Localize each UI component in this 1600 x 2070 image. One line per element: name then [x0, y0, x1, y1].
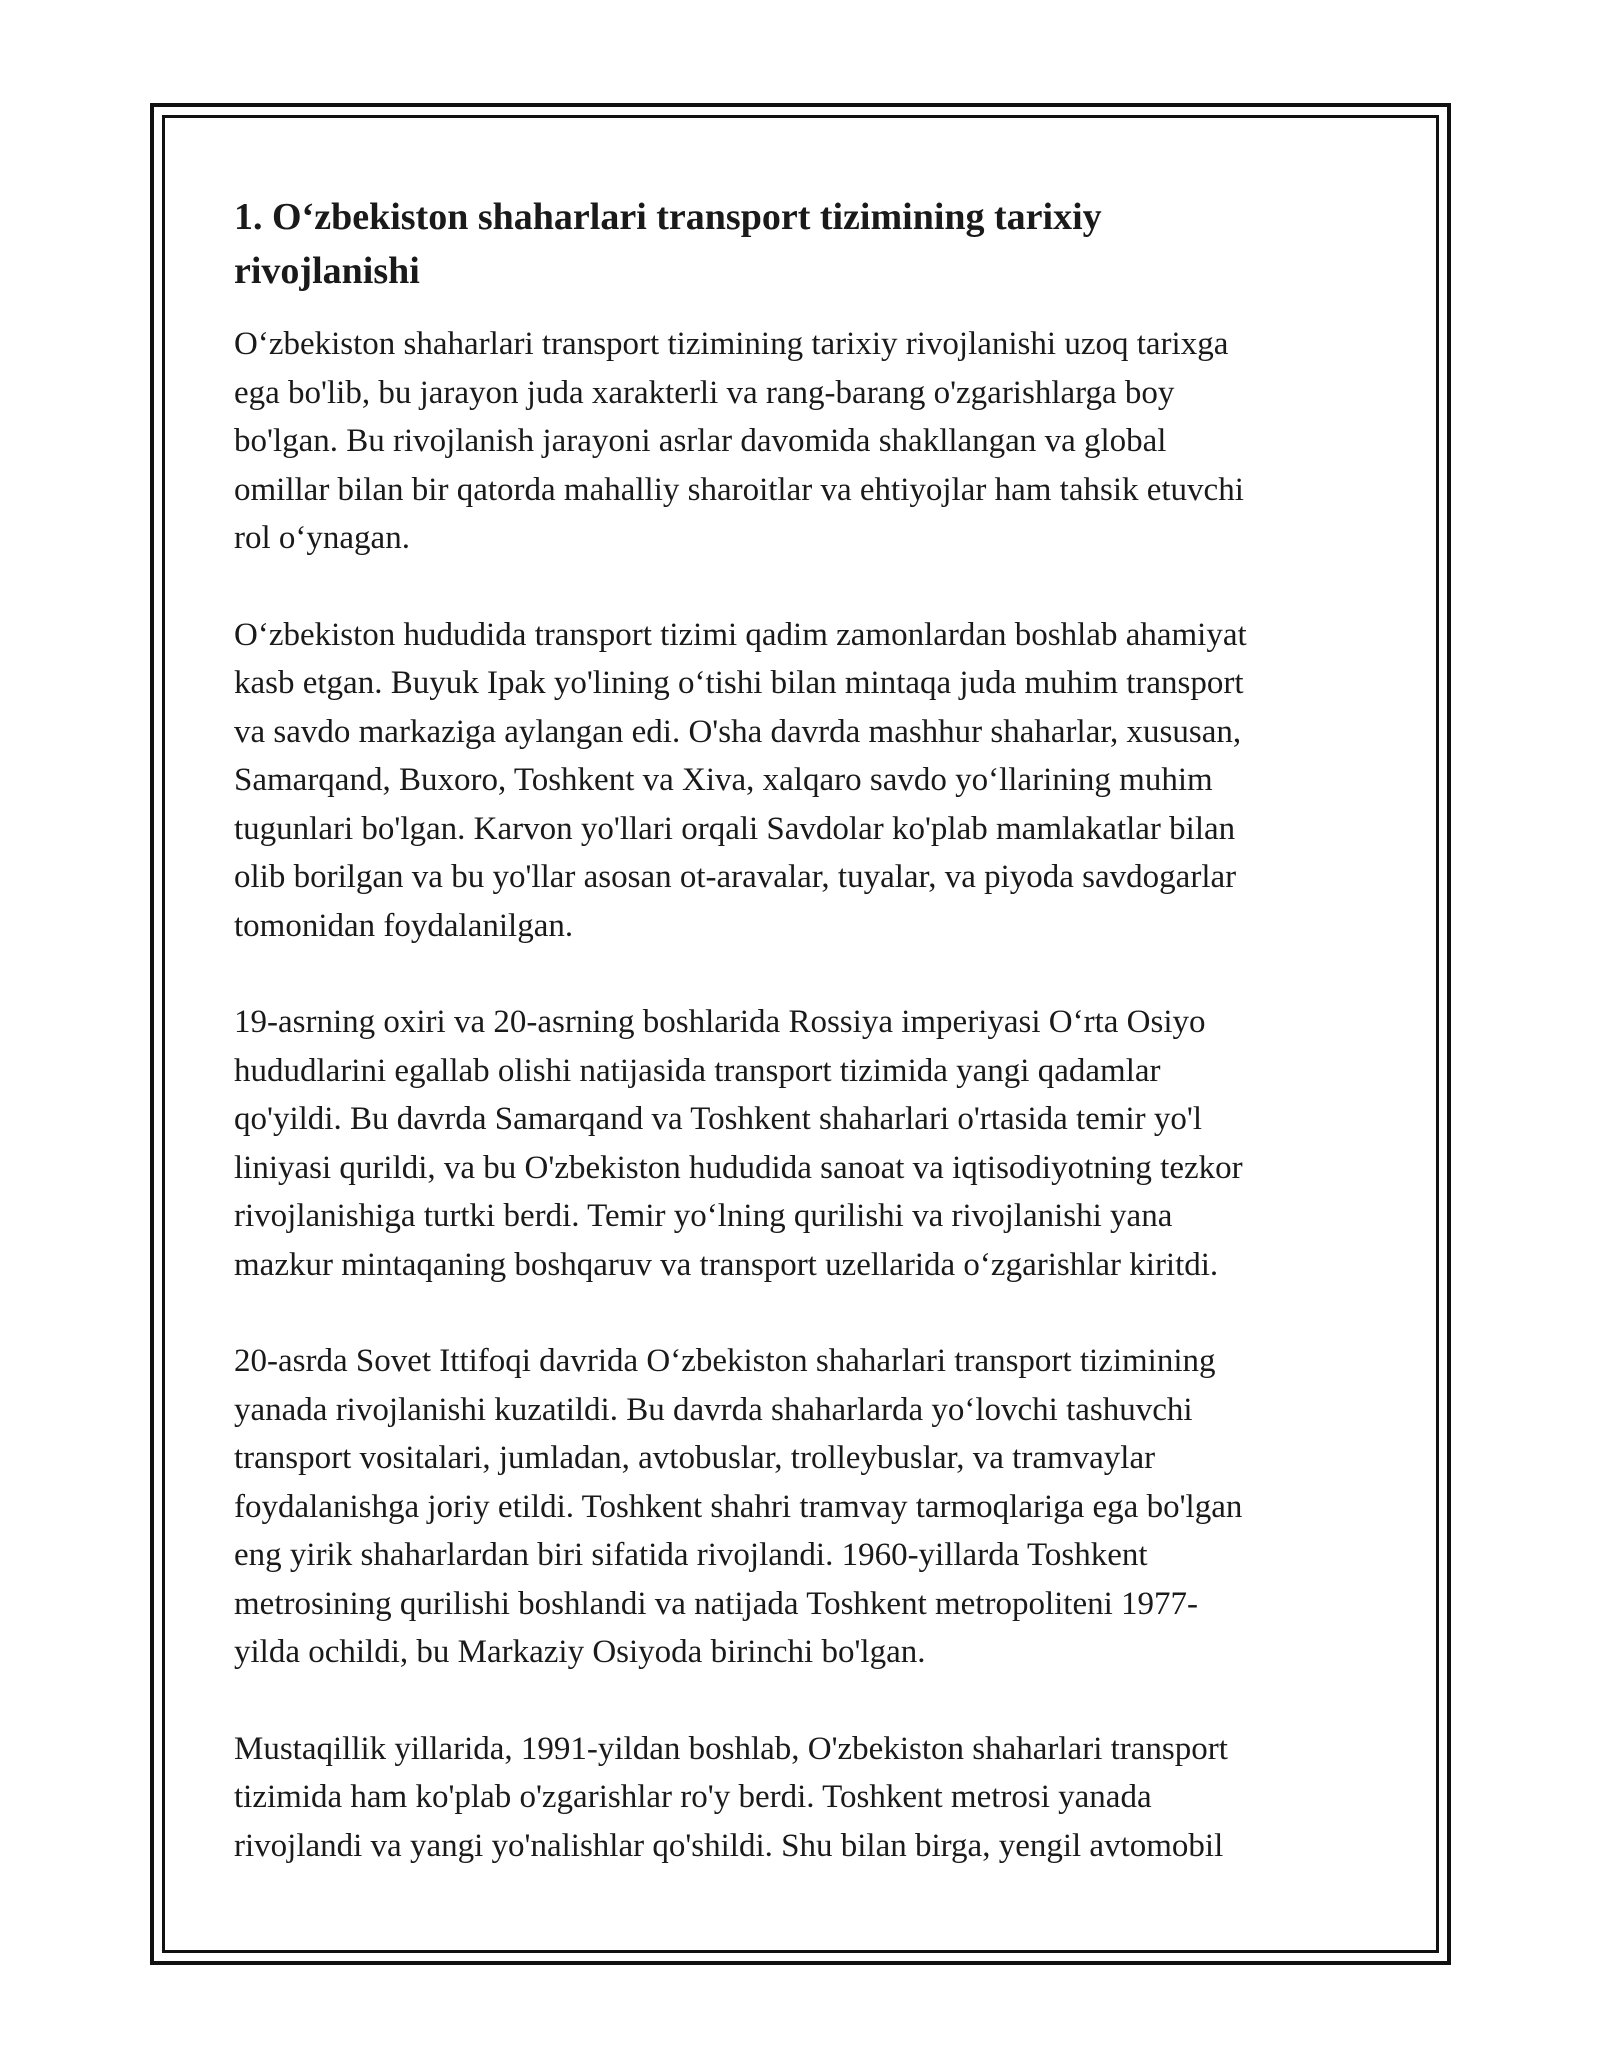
paragraph-5 [234, 1725, 1374, 1871]
paragraph-1 [234, 320, 1374, 563]
text-line: rivojlandi va yangi yo'nalishlar qo'shildi. Shu bilan birga, yengil avtomobil [234, 1827, 1224, 1864]
text-line: tugunlari bo'lgan. Karvon yo'llari orqali Savdolar ko'plab mamlakatlar bilan [234, 810, 1236, 847]
section-heading [234, 190, 1374, 298]
text-line: tomonidan foydalanilgan. [234, 907, 574, 944]
text-line: metrosining qurilishi boshlandi va natijada Toshkent metropoliteni 1977- [234, 1585, 1199, 1622]
text-line: ega bo'lib, bu jarayon juda xarakterli va rang-barang o'zgarishlarga boy [234, 374, 1175, 411]
paragraph-4 [234, 1337, 1374, 1677]
document-body [234, 190, 1374, 1918]
text-line: yilda ochildi, bu Markaziy Osiyoda birinchi bo'lgan. [234, 1634, 926, 1670]
text-line: hududlarini egallab olishi natijasida transport tizimida yangi qadamlar [234, 1052, 1161, 1089]
paragraph-3 [234, 998, 1374, 1289]
text-line: O‘zbekiston hududida transport tizimi qadim zamonlardan boshlab ahamiyat [234, 616, 1247, 653]
text-line: olib borilgan va bu yo'llar asosan ot-aravalar, tuyalar, va piyoda savdogarlar [234, 859, 1237, 895]
text-line: tizimida ham ko'plab o'zgarishlar ro'y berdi. Toshkent metrosi yanada [234, 1779, 1152, 1815]
text-line: O‘zbekiston shaharlari transport tizimining tarixiy rivojlanishi uzoq tarixga [234, 326, 1229, 362]
text-line: rol o‘ynagan. [234, 520, 410, 556]
text-line: 20-asrda Sovet Ittifoqi davrida O‘zbekiston shaharlari transport tizimining [234, 1343, 1216, 1379]
text-line: omillar bilan bir qatorda mahalliy sharoitlar va ehtiyojlar ham tahsik etuvchi [234, 471, 1244, 508]
heading-line: rivojlanishi [234, 250, 420, 292]
text-line: transport vositalari, jumladan, avtobuslar, trolleybuslar, va tramvaylar [234, 1440, 1156, 1476]
text-line: Samarqand, Buxoro, Toshkent va Xiva, xalqaro savdo yo‘llarining muhim [234, 762, 1213, 798]
text-line: 19-asrning oxiri va 20-asrning boshlarida Rossiya imperiyasi O‘rta Osiyo [234, 1004, 1206, 1040]
text-line: mazkur mintaqaning boshqaruv va transport uzellarida o‘zgarishlar kiritdi. [234, 1246, 1219, 1283]
text-line: foydalanishga joriy etildi. Toshkent shahri tramvay tarmoqlariga ega bo'lgan [234, 1488, 1243, 1525]
text-line: eng yirik shaharlardan biri sifatida rivojlandi. 1960-yillarda Toshkent [234, 1537, 1148, 1573]
text-line: bo'lgan. Bu rivojlanish jarayoni asrlar davomida shakllangan va global [234, 423, 1167, 459]
text-line: kasb etgan. Buyuk Ipak yo'lining o‘tishi bilan mintaqa juda muhim transport [234, 665, 1244, 701]
text-line: qo'yildi. Bu davrda Samarqand va Toshkent shaharlari o'rtasida temir yo'l [234, 1101, 1203, 1137]
text-line: rivojlanishiga turtki berdi. Temir yo‘lning qurilishi va rivojlanishi yana [234, 1198, 1173, 1234]
text-line: liniyasi qurildi, va bu O'zbekiston hududida sanoat va iqtisodiyotning tezkor [234, 1149, 1243, 1186]
text-line: va savdo markaziga aylangan edi. O'sha davrda mashhur shaharlar, xususan, [234, 713, 1242, 750]
text-line: Mustaqillik yillarida, 1991-yildan boshlab, O'zbekiston shaharlari transport [234, 1730, 1228, 1767]
heading-line: 1. O‘zbekiston shaharlari transport tizimining tarixiy [234, 196, 1102, 238]
text-line: yanada rivojlanishi kuzatildi. Bu davrda shaharlarda yo‘lovchi tashuvchi [234, 1391, 1193, 1428]
paragraph-2 [234, 611, 1374, 951]
